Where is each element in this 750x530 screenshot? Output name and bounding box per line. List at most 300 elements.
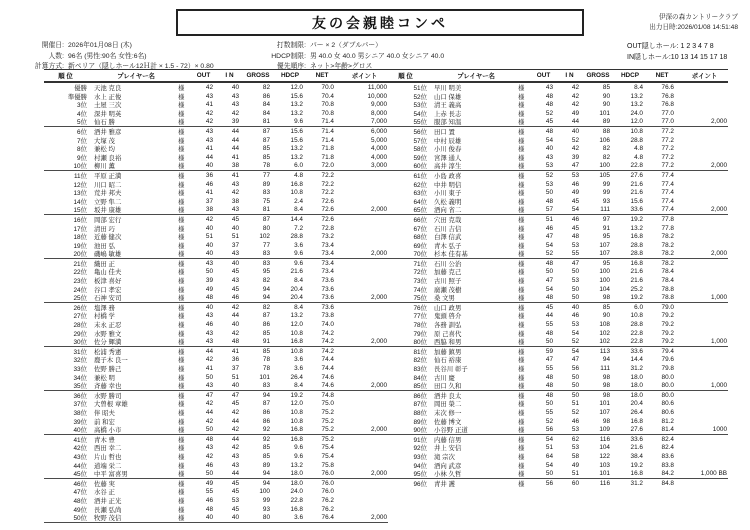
result-row [44,285,388,294]
honorific-cell: 様 [178,172,185,180]
player-name-cell: 村瀬 良裕 [94,154,122,162]
result-row [44,391,388,400]
honorific-cell: 様 [178,251,185,259]
in-cell: 42 [571,84,579,91]
out-cell: 54 [545,285,553,293]
hdcp-cell: 13.2 [630,101,643,109]
net-cell: 71.4 [321,127,334,135]
out-cell: 46 [545,224,553,232]
rank-cell: 48位 [73,497,87,505]
net-cell: 78.8 [661,294,674,302]
out-cell: 38 [205,206,213,214]
player-name-cell: 田口 久和 [434,383,462,391]
net-cell: 79.2 [661,338,674,346]
out-cell: 40 [205,241,213,249]
out-cell: 55 [205,488,213,496]
net-cell: 76.4 [321,514,334,522]
header-hdcp: HDCP [280,72,300,79]
in-cell: 40 [231,514,239,522]
result-row [44,117,388,127]
out-cell: 50 [545,268,553,276]
player-name-cell: 中村 辰雄 [434,137,462,145]
in-cell: 36 [231,356,239,364]
result-row [44,205,388,215]
gross-cell: 84 [262,109,270,117]
result-row [44,188,388,197]
rank-cell: 69位 [413,242,427,250]
out-cell: 42 [205,452,213,460]
rank-cell: 36位 [73,392,87,400]
in-cell: 45 [571,224,579,232]
player-count-label: 人数: [48,52,64,60]
hdcp-cell: 16.8 [290,505,303,513]
rank-cell: 35位 [73,383,87,391]
hidden-holes-in: IN隠しホール:10 13 14 15 17 18 [627,53,728,61]
rank-cell: 78位 [413,322,427,330]
out-cell: 42 [205,215,213,223]
point-cell: 3,000 [371,162,387,170]
out-cell: 51 [545,444,553,452]
gross-cell: 122 [599,452,610,460]
player-name-cell: 長谷川 彰子 [434,366,468,373]
results-table-right [384,69,728,487]
hdcp-cell: 33.6 [630,435,643,443]
point-cell: 2,000 [711,162,727,170]
gross-cell: 83 [262,259,270,267]
net-cell: 73.6 [321,294,334,302]
gross-cell: 109 [599,426,610,434]
hdcp-cell: 4.8 [634,153,643,161]
honorific-cell: 様 [518,163,525,171]
honorific-cell: 様 [178,198,185,206]
rank-cell: 74位 [413,286,427,294]
gross-cell: 97 [602,215,610,223]
out-cell: 50 [545,189,553,197]
honorific-cell: 様 [518,304,525,312]
hdcp-cell: 16.8 [630,470,643,478]
out-cell: 48 [545,127,553,135]
net-cell: 73.4 [321,250,334,258]
in-cell: 46 [571,417,579,425]
rank-cell: 24位 [73,286,87,294]
net-cell: 73.6 [321,277,334,285]
net-cell: 77.0 [661,118,674,126]
out-cell: 47 [545,356,553,364]
hdcp-cell: 4.8 [634,145,643,153]
player-name-cell: 鹿子木 良一 [94,357,128,365]
out-cell: 43 [205,127,213,135]
player-name-cell: 西田 幸二 [94,445,122,453]
net-cell: 75.2 [321,408,334,416]
honorific-cell: 様 [518,216,525,224]
hdcp-cell: 13.2 [290,145,303,153]
out-cell: 50 [205,426,213,434]
player-name-cell: 小谷野 正道 [434,427,468,435]
out-cell: 40 [205,303,213,311]
honorific-cell: 様 [178,436,185,444]
hdcp-cell: 19.2 [290,391,303,399]
hdcp-cell: 20.4 [290,285,303,293]
out-cell: 49 [205,285,213,293]
gross-cell: 85 [262,452,270,460]
result-row [384,161,728,171]
honorific-cell: 様 [518,110,525,118]
hdcp-cell: 19.2 [630,294,643,302]
rank-cell: 51位 [413,85,427,92]
in-cell: 50 [571,382,579,390]
result-row [44,241,388,250]
in-cell: 51 [571,470,579,478]
hdcp-cell: 28.8 [630,241,643,249]
result-row [384,92,728,101]
result-row [384,347,728,356]
point-cell: 2,000 [371,338,387,346]
player-name-cell: 板津 喜好 [94,278,122,286]
rank-cell: 75位 [413,295,427,303]
honorific-cell: 様 [178,234,185,242]
in-cell: 53 [571,277,579,285]
honorific-cell: 様 [178,102,185,110]
net-cell: 78.4 [661,268,674,276]
gross-cell: 85 [262,145,270,153]
net-cell: 75.8 [321,461,334,469]
out-cell: 50 [545,338,553,346]
result-row [384,276,728,285]
player-name-cell: 加藤 克己 [434,269,462,277]
in-cell: 45 [231,268,239,276]
in-cell: 51 [231,233,239,241]
honorific-cell: 様 [178,471,185,479]
net-cell: 74.6 [321,373,334,381]
player-name-cell: 坂井 康雄 [94,207,122,215]
point-cell: 9,000 [371,101,387,109]
rank-cell: 22位 [73,269,87,277]
in-cell: 44 [231,470,239,478]
out-cell: 48 [205,294,213,302]
hdcp-cell: 9.6 [294,118,303,126]
gross-cell: 108 [599,321,610,329]
hdcp-cell: 24.0 [290,488,303,496]
net-cell: 72.6 [321,215,334,223]
point-cell: 2,000 [371,470,387,478]
out-cell: 46 [205,321,213,329]
hdcp-cell: 14.4 [290,215,303,223]
point-cell: 1000 [712,426,727,434]
hdcp-cell: 16.8 [290,435,303,443]
player-name-cell: 桑 文男 [434,295,455,303]
out-cell: 41 [205,101,213,109]
in-cell: 50 [571,391,579,399]
net-cell: 75.4 [321,452,334,460]
honorific-cell: 様 [178,119,185,127]
hdcp-cell: 13.2 [290,109,303,117]
honorific-cell: 様 [178,242,185,250]
result-row [384,311,728,320]
gross-cell: 83 [262,189,270,197]
header-player-name: プレイヤー名 [457,73,495,80]
honorific-cell: 様 [178,225,185,233]
result-row [44,311,388,320]
hdcp-cell: 16.8 [630,233,643,241]
hdcp-cell: 38.4 [630,452,643,460]
out-cell: 48 [545,382,553,390]
player-name-cell: 佐藤 博文 [434,418,462,426]
net-cell: 77.2 [661,145,674,153]
player-name-cell: 佐野 勝己 [94,366,122,373]
rank-cell: 17位 [73,225,87,233]
gross-cell: 107 [599,408,610,416]
player-name-cell: 岡部 宏行 [94,216,122,224]
out-cell: 43 [205,382,213,390]
in-cell: 42 [231,109,239,117]
rank-cell: 65位 [413,207,427,215]
net-cell: 72.6 [321,197,334,205]
player-name-cell: 清田 巧 [94,225,115,233]
in-cell: 40 [231,321,239,329]
in-cell: 41 [231,347,239,355]
player-name-cell: 牧野 茂信 [94,515,122,523]
event-info-left [8,41,214,73]
point-cell: 6,000 [371,127,387,135]
gross-cell: 100 [259,488,270,496]
in-cell: 45 [231,488,239,496]
hdcp-cell: 13.2 [290,461,303,469]
gross-cell: 98 [602,294,610,302]
rank-cell: 93位 [413,453,427,461]
out-cell: 52 [545,250,553,258]
result-row [44,487,388,496]
rank-cell: 9位 [77,154,87,162]
hdcp-cell: 26.4 [290,373,303,381]
point-cell: 2,000 [711,206,727,214]
player-name-cell: 片山 哲也 [94,453,122,461]
in-cell: 62 [571,435,579,443]
net-cell: 77.8 [661,215,674,223]
net-cell: 73.8 [321,312,334,320]
gross-cell: 99 [602,180,610,188]
player-name-cell: 天池 克良 [94,85,122,92]
gross-cell: 89 [262,180,270,188]
rank-cell: 8位 [77,146,87,154]
point-cell: 2,000 [711,118,727,126]
gross-cell: 104 [599,285,610,293]
player-name-cell: 仙石 勝 [94,119,115,127]
rank-cell: 38位 [73,409,87,417]
out-cell: 56 [545,479,553,487]
net-cell: 76.6 [661,84,674,91]
point-cell: 7,000 [371,118,387,126]
out-cell: 54 [545,435,553,443]
gross-cell: 78 [262,356,270,364]
hdcp-cell: 18.0 [630,382,643,390]
rank-cell: 63位 [413,190,427,198]
print-timestamp: 出力日時:2026/01/08 14:51:48 [649,24,738,32]
gross-cell: 80 [262,514,270,522]
hdcp-cell: 12.0 [630,118,643,126]
rank-cell: 91位 [413,436,427,444]
honorific-cell: 様 [178,146,185,154]
result-row [44,461,388,470]
net-cell: 72.8 [321,224,334,232]
result-row [384,205,728,215]
gross-cell: 89 [602,118,610,126]
gross-cell: 85 [262,153,270,161]
net-cell: 75.4 [321,444,334,452]
gross-cell: 104 [599,444,610,452]
player-name-cell: 斉藤 幸也 [94,383,122,391]
honorific-cell: 様 [518,137,525,145]
rank-cell: 88位 [413,409,427,417]
rank-cell: 77位 [413,313,427,321]
out-cell: 48 [545,294,553,302]
in-cell: 49 [571,189,579,197]
hdcp-cell: 21.6 [630,268,643,276]
honorific-cell: 様 [518,102,525,110]
hdcp-cell: 6.0 [294,162,303,170]
out-cell: 47 [205,391,213,399]
honorific-cell: 様 [518,278,525,286]
result-row [384,399,728,408]
player-name-cell: 平原 正満 [94,172,122,180]
out-cell: 48 [545,329,553,337]
in-cell: 43 [231,101,239,109]
header-point: ポイント [351,73,378,80]
player-name-cell: 小林 久哲 [434,471,462,479]
table-header-row [44,69,388,83]
result-row [384,197,728,206]
player-name-cell: 酒向 省二 [434,207,462,215]
out-cell: 43 [205,312,213,320]
net-cell: 76.2 [321,496,334,504]
player-name-cell: 原 己喜代 [434,330,462,338]
result-row [384,232,728,241]
in-cell: 50 [571,373,579,381]
honorific-cell: 様 [178,392,185,400]
gross-cell: 91 [262,338,270,346]
net-cell: 80.6 [661,400,674,408]
event-date-row [8,41,214,52]
hdcp-cell: 27.6 [630,426,643,434]
net-cell: 79.2 [661,312,674,320]
net-cell: 77.2 [661,136,674,144]
in-cell: 44 [231,435,239,443]
player-name-cell: 酒井 雅彦 [94,128,122,136]
player-name-cell: 磯嶋 敏雄 [94,251,122,259]
out-cell: 57 [545,206,553,214]
hdcp-cell: 9.6 [294,452,303,460]
net-cell: 72.2 [321,189,334,197]
honorific-cell: 様 [518,445,525,453]
rank-cell: 73位 [413,278,427,286]
player-count-value: 96名 (男性:90名 女性:6名) [68,52,147,60]
rank-cell: 50位 [73,515,87,523]
honorific-cell: 様 [518,93,525,101]
hdcp-cell: 22.8 [290,496,303,504]
player-name-cell: 酒井 良太 [434,392,462,400]
result-row [384,303,728,312]
event-date-label: 開催日: [41,42,64,49]
gross-cell: 99 [262,496,270,504]
point-cell: 1,000 [711,382,727,390]
player-name-cell: 鬼頭 啓介 [434,313,462,321]
hdcp-cell: 33.6 [630,347,643,355]
result-row [384,117,728,127]
net-cell: 80.6 [661,408,674,416]
in-cell: 50 [571,294,579,302]
result-row [384,180,728,189]
player-name-cell: 高橋 小市 [94,427,122,435]
in-cell: 53 [571,426,579,434]
rank-cell: 21位 [73,260,87,268]
honorific-cell: 様 [518,146,525,154]
result-row [384,188,728,197]
gross-cell: 78 [262,162,270,170]
player-name-cell: 兼松 明 [94,374,115,382]
hdcp-cell: 7.2 [294,224,303,232]
gross-cell: 93 [262,505,270,513]
out-cell: 55 [545,365,553,372]
honorific-cell: 様 [518,242,525,250]
gross-cell: 82 [262,84,270,91]
out-cell: 46 [205,180,213,188]
gross-cell: 102 [599,338,610,346]
player-count-row [8,52,214,63]
hdcp-cell: 26.4 [630,408,643,416]
net-cell: 70.8 [321,101,334,109]
rank-cell: 62位 [413,181,427,189]
rank-cell: 89位 [413,418,427,426]
out-cell: 40 [205,224,213,232]
honorific-cell: 様 [518,409,525,417]
result-row [44,355,388,364]
net-cell: 73.6 [321,285,334,293]
rank-cell: 45位 [73,471,87,479]
player-name-cell: 近藤 健次 [94,234,122,242]
gross-cell: 95 [602,259,610,267]
club-info [649,13,738,33]
player-name-cell: 青木 豊 [94,436,115,444]
net-cell: 78.2 [661,259,674,267]
honorific-cell: 様 [178,462,185,470]
hdcp-limit-value: 男 40.0 女 40.0 男シニア 40.0 女シニア 40.0 [310,52,445,60]
result-row [384,452,728,461]
header-out: OUT [196,72,211,79]
hdcp-cell: 15.6 [290,92,303,100]
net-cell: 82.4 [661,444,674,452]
hdcp-cell: 16.8 [630,259,643,267]
in-cell: 46 [571,215,579,223]
in-cell: 55 [571,250,579,258]
net-cell: 73.4 [321,241,334,249]
rank-cell: 96位 [413,480,427,488]
net-cell: 71.4 [321,136,334,144]
competition-title: 友の会親睦コンペ [312,14,448,31]
out-cell: 44 [205,347,213,355]
honorific-cell: 様 [518,172,525,180]
out-cell: 48 [545,197,553,205]
rank-cell: 92位 [413,445,427,453]
hidden-holes [627,42,727,63]
result-row [44,153,388,162]
honorific-cell: 様 [178,480,185,488]
out-cell: 40 [545,145,553,153]
in-cell: 42 [231,329,239,337]
gross-cell: 99 [602,189,610,197]
honorific-cell: 様 [518,322,525,330]
net-cell: 70.4 [321,92,334,100]
out-cell: 56 [545,426,553,434]
player-name-cell: 山口 政男 [434,304,462,312]
